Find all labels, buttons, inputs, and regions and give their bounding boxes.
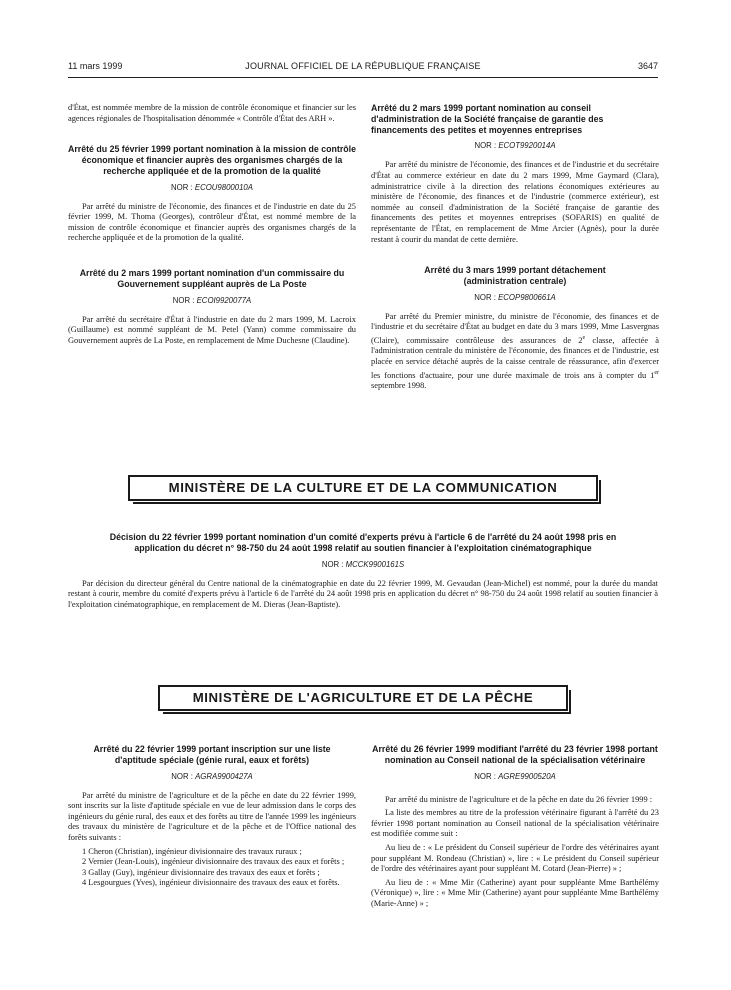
arrete-title: Arrêté du 3 mars 1999 portant détachement (administration centrale) xyxy=(424,265,606,286)
nor-reference: NOR : ECOU9800010A xyxy=(171,182,253,192)
paragraph: Au lieu de : « Mme Mir (Catherine) ayant pour suppléante Mme Barthélémy (Véronique) », lire : « Mme Mir (Catherine) ayant pour suppléante Mme Barthélémy (Marie-Anne) » ; xyxy=(371,877,659,908)
arrete-title: Arrêté du 22 février 1999 portant inscription sur une liste d'aptitude spéciale (génie rural, eaux et forêts) xyxy=(93,744,331,765)
arrete-text: Par arrêté du Premier ministre, du ministre de l'économie, des finances et de l'industrie et du secrétaire d'État au budget en date du 3 mars 1999, Mme Lasvergnas (Claire), commissaire contrôleuse des assurances de 2e classe, affectée à l'administration centrale du ministère de l'économie, des finances et de l'industrie, est placée en service détaché auprès de la caisse centrale de réassurance, afin d'exercer les fonctions d'actuaire, pour une durée maximale de trois ans à compter du 1er septembre 1998. xyxy=(371,311,659,390)
nor-code: AGRE9900520A xyxy=(498,771,556,781)
nor-code: ECOU9800010A xyxy=(194,182,253,192)
paragraph: La liste des membres au titre de la profession vétérinaire figurant à l'arrêté du 23 février 1998 portant nomination au Conseil national de la spécialisation vétérinaire est modifiée comme suit : xyxy=(371,808,659,839)
culture-decision xyxy=(68,532,658,610)
paragraph: Par arrêté du ministre de l'agriculture et de la pêche en date du 26 février 1999 : xyxy=(385,794,653,804)
nor-reference: NOR : AGRE9900520A xyxy=(474,771,556,781)
nor-code: AGRA9900427A xyxy=(195,771,253,781)
ministry-agriculture-banner xyxy=(158,685,568,711)
header-rule xyxy=(68,77,658,78)
arrete-title: Arrêté du 26 février 1999 modifiant l'arrêté du 23 février 1998 portant nomination au Conseil national de la spécialisation vétérinaire xyxy=(372,744,658,765)
agriculture-right-column xyxy=(371,744,659,910)
nor-reference: NOR : ECOT9920014A xyxy=(474,141,556,151)
header-date: 11 mars 1999 xyxy=(68,61,123,71)
left-column-top xyxy=(68,103,356,346)
arrete-paragraphs xyxy=(371,795,659,910)
arrete-title: Arrêté du 2 mars 1999 portant nomination au conseil d'administration de la Société française de garantie des financements des petites et moyennes entreprises xyxy=(371,103,604,135)
nor-code: ECOI9920077A xyxy=(196,295,252,305)
nor-reference: NOR : ECOI9920077A xyxy=(172,295,252,305)
arrete-text: Par arrêté du secrétaire d'État à l'industrie en date du 2 mars 1999, M. Lacroix (Guillaume) est nommé suppléant de M. Petel (Yann) comme commissaire du Gouvernement auprès de La Poste, en remplacement de Mme Duchesne (Claudine). xyxy=(68,314,356,345)
nor-reference: NOR : MCCK9900161S xyxy=(321,559,405,569)
candidate-list xyxy=(68,847,356,889)
ministry-culture-banner xyxy=(128,475,598,501)
arrete-title: Arrêté du 2 mars 1999 portant nomination d'un commissaire du Gouvernement suppléant auprès de La Poste xyxy=(79,267,345,289)
list-item: 3 Gallay (Guy), ingénieur divisionnaire des travaux des eaux et forêts ; xyxy=(82,867,320,877)
nor-reference: NOR : AGRA9900427A xyxy=(171,771,253,781)
nor-code: MCCK9900161S xyxy=(345,559,405,569)
header-journal-title: JOURNAL OFFICIEL DE LA RÉPUBLIQUE FRANÇAISE xyxy=(245,61,481,71)
right-column-top xyxy=(371,103,659,391)
nor-code: ECOT9920014A xyxy=(498,141,556,151)
header-page-number: 3647 xyxy=(637,61,658,71)
ministry-agriculture-label: MINISTÈRE DE L'AGRICULTURE ET DE LA PÊCHE xyxy=(192,690,534,705)
list-item: 4 Lesgourgues (Yves), ingénieur divisionnaire des travaux des eaux et forêts. xyxy=(82,878,340,888)
nor-reference: NOR : ECOP9800661A xyxy=(474,292,556,302)
continuation-text: d'État, est nommée membre de la mission de contrôle économique et financier sur les agences régionales de l'hospitalisation dénommée « Contrôle d'État des ARH ». xyxy=(68,103,356,123)
list-item: 2 Vernier (Jean-Louis), ingénieur divisionnaire des travaux des eaux et forêts ; xyxy=(82,857,345,867)
paragraph: Au lieu de : « Le président du Conseil supérieur de l'ordre des vétérinaires ayant pour suppléant M. Rondeau (Christian) », lire : « Le président du Conseil supérieur de l'ordre des vétérinaires ayant pour suppléant M. Cotard (Jean-Pierre) » ; xyxy=(371,842,659,874)
page-header xyxy=(68,61,658,75)
ministry-culture-label: MINISTÈRE DE LA CULTURE ET DE LA COMMUNICATION xyxy=(168,480,558,495)
arrete-text: Par arrêté du ministre de l'économie, des finances et de l'industrie en date du 25 février 1999, M. Thoma (Georges), contrôleur d'État, est nommé membre de la mission de contrôle économique et financier auprès des organismes chargés de la recherche appliquée et de la promotion de la qualité. xyxy=(68,201,356,243)
decision-text: Par décision du directeur général du Centre national de la cinématographie en date du 22 février 1999, M. Gevaudan (Jean-Michel) est nommé, pour la durée du mandat restant à courir, membre du comité d'experts prévu à l'article 6 de l'arrêté du 24 août 1998 pris en application du décret n° 98-750 du 24 août 1998 relatif au soutien financier à l'exploitation cinématographique, en remplacement de M. Dieras (Jean-Baptiste). xyxy=(68,578,658,609)
arrete-text: Par arrêté du ministre de l'économie, des finances et de l'industrie et du secrétaire d'État au commerce extérieur en date du 2 mars 1999, Mme Gaymard (Clara), administratrice civile à la direction des relations économiques extérieures au ministère de l'économie, des finances et de l'industrie (commerce extérieur), est nommée au conseil d'administration de la Société française de garantie des financements des petites et moyennes entreprises (SOFARIS) en qualité de représentante de l'État, en remplacement de Mme Arcier (Agnès), pour la durée restant à courir du mandat de cette dernière. xyxy=(371,160,659,244)
list-item: 1 Cheron (Christian), ingénieur divisionnaire des travaux ruraux ; xyxy=(82,846,302,856)
nor-code: ECOP9800661A xyxy=(498,292,556,302)
arrete-intro: Par arrêté du ministre de l'agriculture et de la pêche en date du 22 février 1999, sont inscrits sur la liste d'aptitude spéciale en vue de leur admission dans le corps des ingénieurs du génie rural, des eaux et des forêts au titre de l'année 1999 les ingénieurs des travaux du ministère de l'agriculture et de la pêche et de l'Office national des forêts suivants : xyxy=(68,790,356,842)
agriculture-left-column xyxy=(68,744,356,889)
arrete-title: Arrêté du 25 février 1999 portant nomination à la mission de contrôle économique et financier auprès des organismes chargés de la recherche appliquée et de la promotion de la qualité xyxy=(68,144,356,176)
decision-title: Décision du 22 février 1999 portant nomination d'un comité d'experts prévu à l'article 6 de l'arrêté du 24 août 1998 pris en application du décret n° 98-750 du 24 août 1998 relatif au soutien financier à l'exploitation cinématographique xyxy=(109,532,617,553)
